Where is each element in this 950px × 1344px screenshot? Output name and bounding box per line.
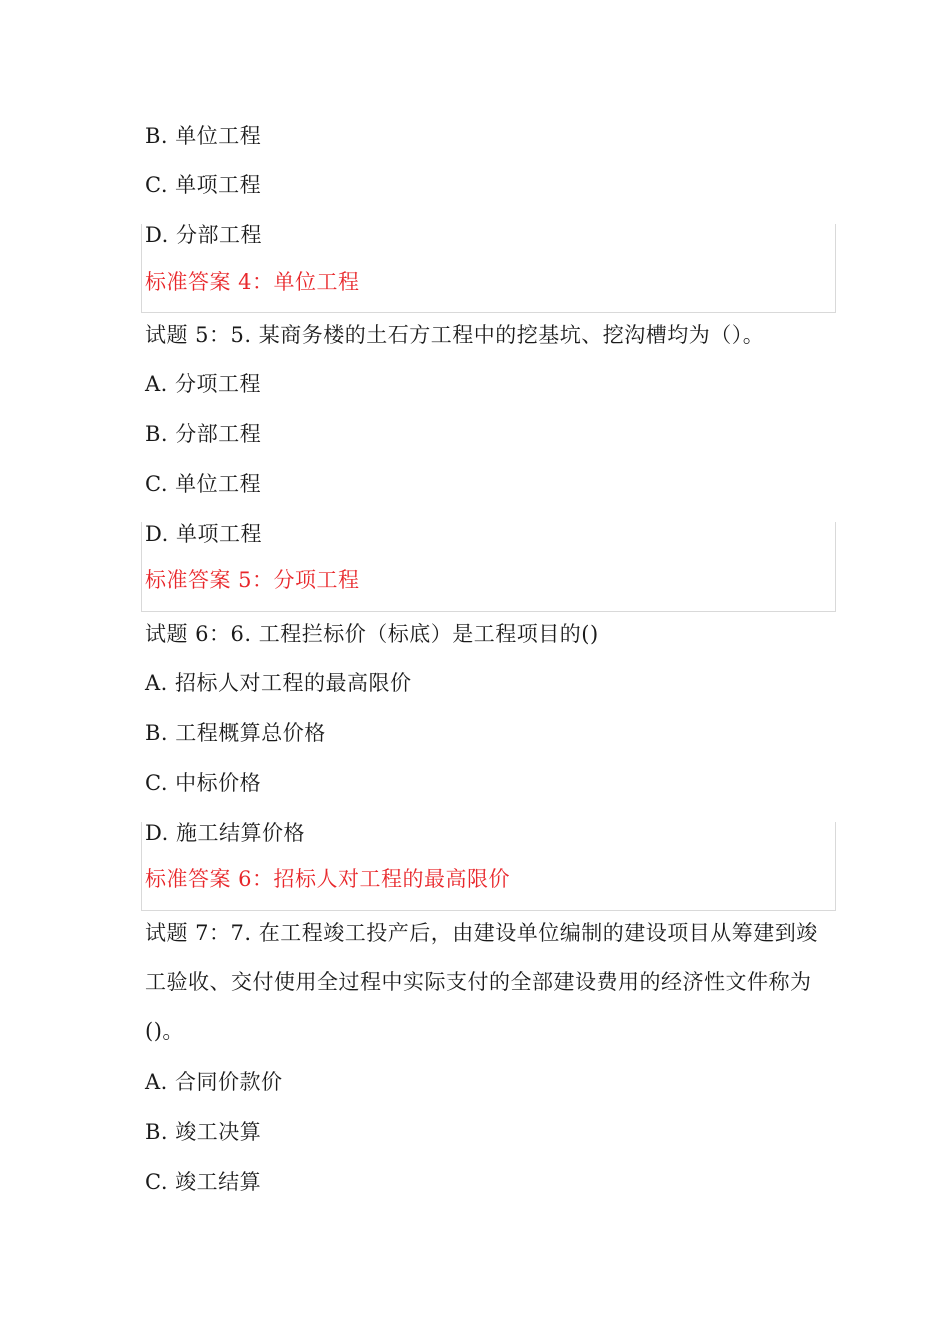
q5-option-a: A. 分项工程 (145, 372, 262, 396)
q5-option-c: C. 单位工程 (145, 472, 262, 496)
q5-option-b: B. 分部工程 (145, 422, 262, 446)
q4-answer: 标准答案 4：单位工程 (145, 270, 360, 294)
q7-question: 试题 7：7. 在工程竣工投产后，由建设单位编制的建设项目从筹建到竣工验收、交付使用全过程中实际支付的全部建设费用的经济性文件称为()。 (145, 921, 818, 1043)
q6-option-a: A. 招标人对工程的最高限价 (145, 671, 412, 695)
q5-option-d: D. 单项工程 (145, 522, 262, 546)
q7-option-a: A. 合同价款价 (145, 1070, 283, 1094)
q4-option-b: B. 单位工程 (145, 124, 262, 148)
q5-answer: 标准答案 5：分项工程 (145, 568, 360, 592)
q5-question: 试题 5：5. 某商务楼的土石方工程中的挖基坑、挖沟槽均为（）。 (145, 323, 765, 347)
q6-answer: 标准答案 6：招标人对工程的最高限价 (145, 867, 511, 891)
q4-option-c: C. 单项工程 (145, 173, 262, 197)
q6-option-b: B. 工程概算总价格 (145, 721, 326, 745)
q6-question: 试题 6：6. 工程拦标价（标底）是工程项目的() (145, 622, 599, 646)
q6-option-d: D. 施工结算价格 (145, 821, 305, 845)
q6-option-c: C. 中标价格 (145, 771, 262, 795)
q7-option-b: B. 竣工决算 (145, 1120, 262, 1144)
q4-option-d: D. 分部工程 (145, 223, 262, 247)
q7-option-c: C. 竣工结算 (145, 1170, 262, 1194)
